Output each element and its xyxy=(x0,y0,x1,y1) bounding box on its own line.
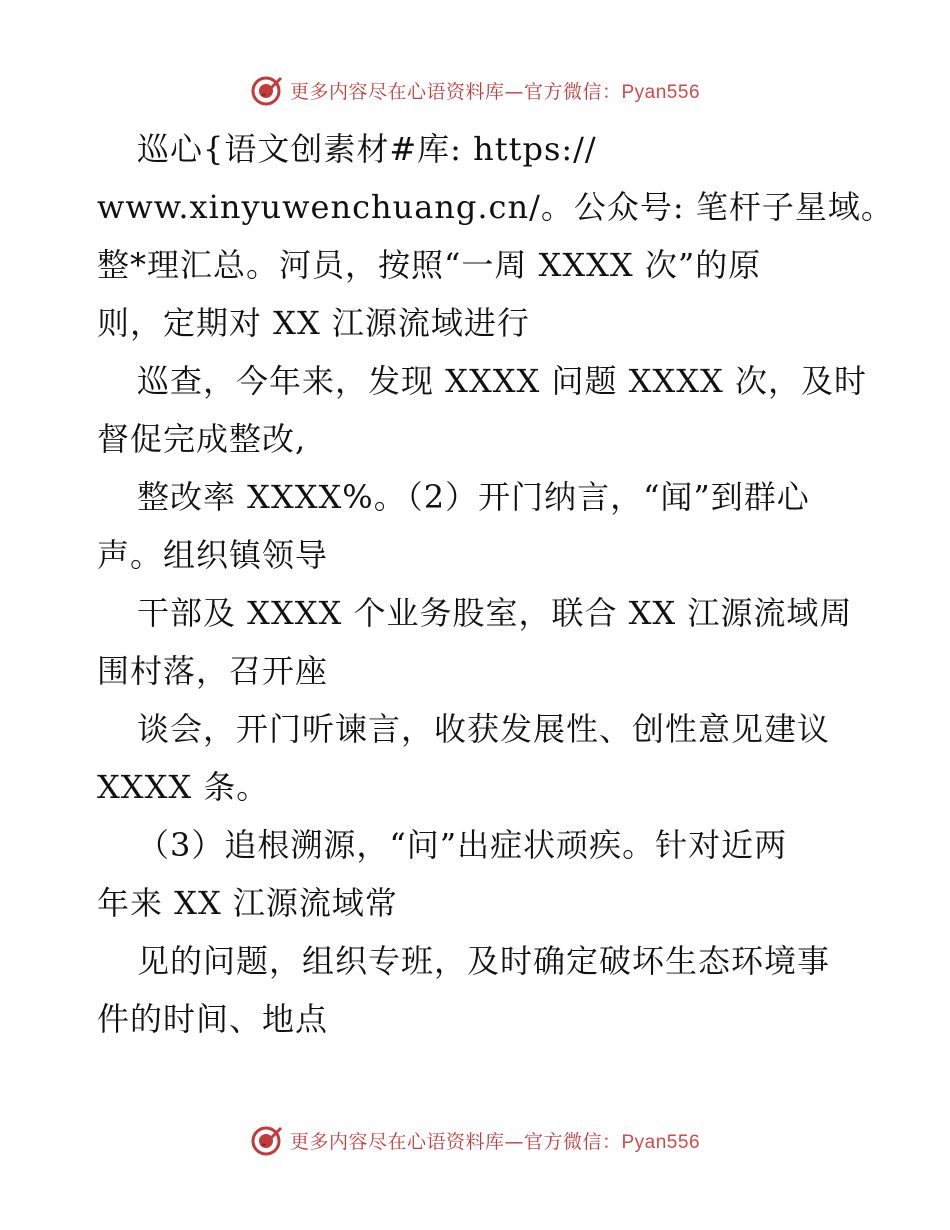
footer-banner-text xyxy=(290,1127,700,1154)
footer-brand: 更多内容尽在心语资料库 xyxy=(289,1130,505,1153)
body-line: 围村落，召开座 xyxy=(97,652,329,690)
header-banner xyxy=(0,72,950,108)
header-wechat-label: 官方微信： xyxy=(523,80,622,103)
body-line: 整*理汇总。河员，按照“一周 XXXX 次”的原 xyxy=(97,246,762,284)
body-line: 巡心{语文创素材#库: https:// xyxy=(137,130,597,168)
pen-circle-logo-icon xyxy=(250,1123,284,1157)
body-line: 干部及 XXXX 个业务股室，联合 XX 江源流域周 xyxy=(137,594,853,632)
header-banner-text xyxy=(290,77,700,104)
body-line: www.xinyuwenchuang.cn/。公众号: 笔杆子星域。 xyxy=(97,188,894,226)
body-line: （3）追根溯源，“问”出症状顽疾。针对近两 xyxy=(137,826,788,864)
header-wechat-id: Pyan556 xyxy=(621,81,701,103)
footer-wechat-id: Pyan556 xyxy=(621,1131,701,1153)
pen-circle-logo-icon xyxy=(250,73,284,107)
header-dash: — xyxy=(504,80,524,103)
body-line: 巡查，今年来，发现 XXXX 问题 XXXX 次，及时 xyxy=(137,362,867,400)
body-line: 年来 XX 江源流域常 xyxy=(97,884,398,922)
footer-wechat-label: 官方微信： xyxy=(523,1130,622,1153)
body-line: 督促完成整改, xyxy=(97,420,307,458)
body-line: 件的时间、地点 xyxy=(97,1000,329,1038)
body-line: 谈会，开门听谏言，收获发展性、创性意见建议 xyxy=(137,710,831,748)
footer-banner xyxy=(0,1122,950,1158)
header-brand: 更多内容尽在心语资料库 xyxy=(289,80,505,103)
body-line: 见的问题，组织专班，及时确定破坏生态环境事 xyxy=(137,942,831,980)
body-line: XXXX 条。 xyxy=(97,768,270,806)
body-line: 整改率 XXXX%。（2）开门纳言，“闻”到群心 xyxy=(137,478,810,516)
body-line: 则，定期对 XX 江源流域进行 xyxy=(97,304,530,342)
body-line: 声。组织镇领导 xyxy=(97,536,329,574)
footer-dash: — xyxy=(504,1130,524,1153)
